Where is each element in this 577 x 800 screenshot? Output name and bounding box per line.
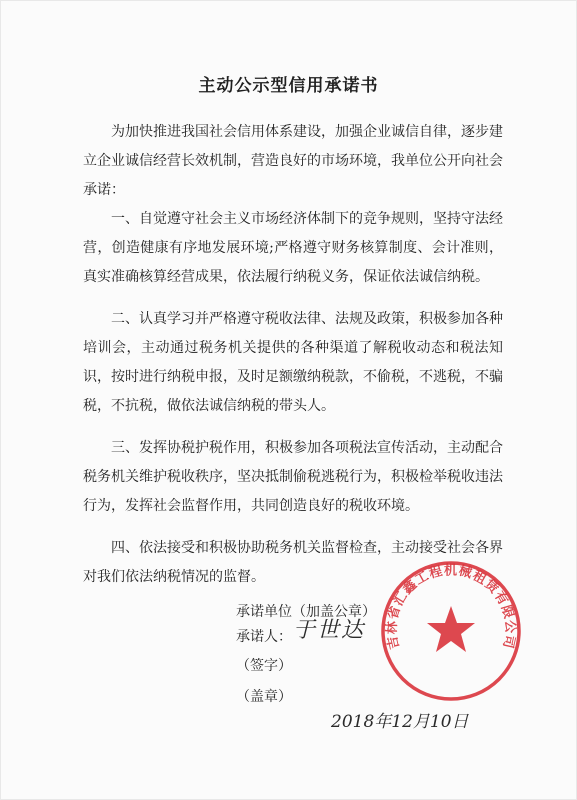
star-icon [427, 606, 475, 652]
document-body [83, 118, 503, 592]
handwritten-signature: 于世达 [293, 618, 366, 643]
seal-label: （盖章） [236, 689, 292, 705]
intro-paragraph: 为加快推进我国社会信用体系建设，加强企业诚信自律，逐步建立企业诚信经营长效机制，营造良好的市场环境，我单位公开向社会承诺： [83, 124, 503, 198]
document-title: 主动公示型信用承诺书 [198, 76, 379, 96]
seal-text: 吉林省汇鑫工程机械租赁有限公司 [384, 563, 518, 651]
clause-1: 一、自觉遵守社会主义市场经济体制下的竞争规则，坚持守法经营，创造健康有序地发展环境;严格遵守财务核算制度、会计准则，真实准确核算经营成果，依法履行纳税义务，保证依法诚信纳税。 [83, 211, 503, 285]
sign-label: （签字） [236, 658, 292, 674]
company-seal-stamp [376, 556, 526, 706]
clause-2: 二、认真学习并严格遵守税收法律、法规及政策，积极参加各种培训会，主动通过税务机关提供的各种渠道了解税收动态和税法知识，按时进行纳税申报，及时足额缴纳税款，不偷税，不逃税，不骗税，不抗税，做依法诚信纳税的带头人。 [83, 311, 503, 414]
committer-label: 承诺人： [236, 629, 292, 645]
clause-4: 四、依法接受和积极协助税务机关监督检查，主动接受社会各界对我们依法纳税情况的监督。 [83, 540, 503, 585]
clause-3: 三、发挥协税护税作用，积极参加各项税法宣传活动，主动配合税务机关维护税收秩序，坚决抵制偷税逃税行为，积极检举税收违法行为，发挥社会监督作用，共同创造良好的税收环境。 [83, 440, 503, 514]
handwritten-date: 2018年12月10日 [331, 712, 469, 732]
committing-unit-label: 承诺单位（加盖公章） [236, 604, 376, 620]
